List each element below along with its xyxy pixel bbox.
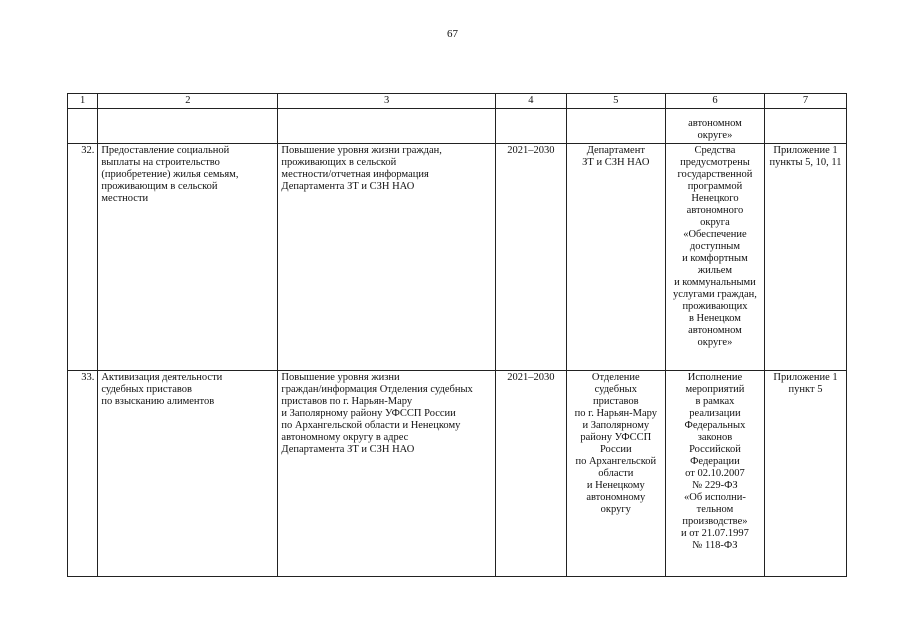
continuation-row xyxy=(68,109,847,144)
measure-name: Активизация деятельности судебных приставов по взысканию алиментов xyxy=(98,371,278,577)
appendix-ref: Приложение 1 пункт 5 xyxy=(765,371,847,577)
table-cell xyxy=(495,109,566,144)
table-row xyxy=(68,144,847,371)
period: 2021–2030 xyxy=(495,144,566,371)
column-header-6: 6 xyxy=(665,94,764,109)
column-header-3: 3 xyxy=(278,94,496,109)
expected-result: Повышение уровня жизни граждан/информация Отделения судебных приставов по г. Нарьян-Мару и Заполярному району УФССП России по Архангельской области и Ненецкому автономному округу в адрес Департамента ЗТ и СЗН НАО xyxy=(278,371,496,577)
column-header-7: 7 xyxy=(765,94,847,109)
executor: Отделение судебных приставов по г. Нарьян-Мару и Заполярному району УФССП России по Архангельской области и Ненецкому автономному округу xyxy=(566,371,665,577)
column-header-2: 2 xyxy=(98,94,278,109)
column-header-4: 4 xyxy=(495,94,566,109)
executor: Департамент ЗТ и СЗН НАО xyxy=(566,144,665,371)
column-number-row xyxy=(68,94,847,109)
row-number: 33. xyxy=(68,371,98,577)
period: 2021–2030 xyxy=(495,371,566,577)
funding-source: Средства предусмотрены государственной программой Ненецкого автономного округа «Обеспечение доступным и комфортным жильем и коммунальными услугами граждан, проживающих в Ненецком автономном округе» xyxy=(665,144,764,371)
table-row xyxy=(68,371,847,577)
row-number: 32. xyxy=(68,144,98,371)
appendix-ref: Приложение 1 пункты 5, 10, 11 xyxy=(765,144,847,371)
measure-name: Предоставление социальной выплаты на строительство (приобретение) жилья семьям, проживающим в сельской местности xyxy=(98,144,278,371)
table-cell xyxy=(98,109,278,144)
page-number: 67 xyxy=(447,28,458,40)
expected-result: Повышение уровня жизни граждан, проживающих в сельской местности/отчетная информация Департамента ЗТ и СЗН НАО xyxy=(278,144,496,371)
table-cell xyxy=(68,109,98,144)
table-cell xyxy=(765,109,847,144)
continuation-source-cell: автономном округе» xyxy=(665,109,764,144)
measures-table xyxy=(67,93,847,577)
table-cell xyxy=(278,109,496,144)
funding-source: Исполнение мероприятий в рамках реализации Федеральных законов Российской Федерации от 02.10.2007 № 229-ФЗ «Об исполни- тельном производстве» и от 21.07.1997 № 118-ФЗ xyxy=(665,371,764,577)
column-header-5: 5 xyxy=(566,94,665,109)
table-cell xyxy=(566,109,665,144)
column-header-1: 1 xyxy=(68,94,98,109)
